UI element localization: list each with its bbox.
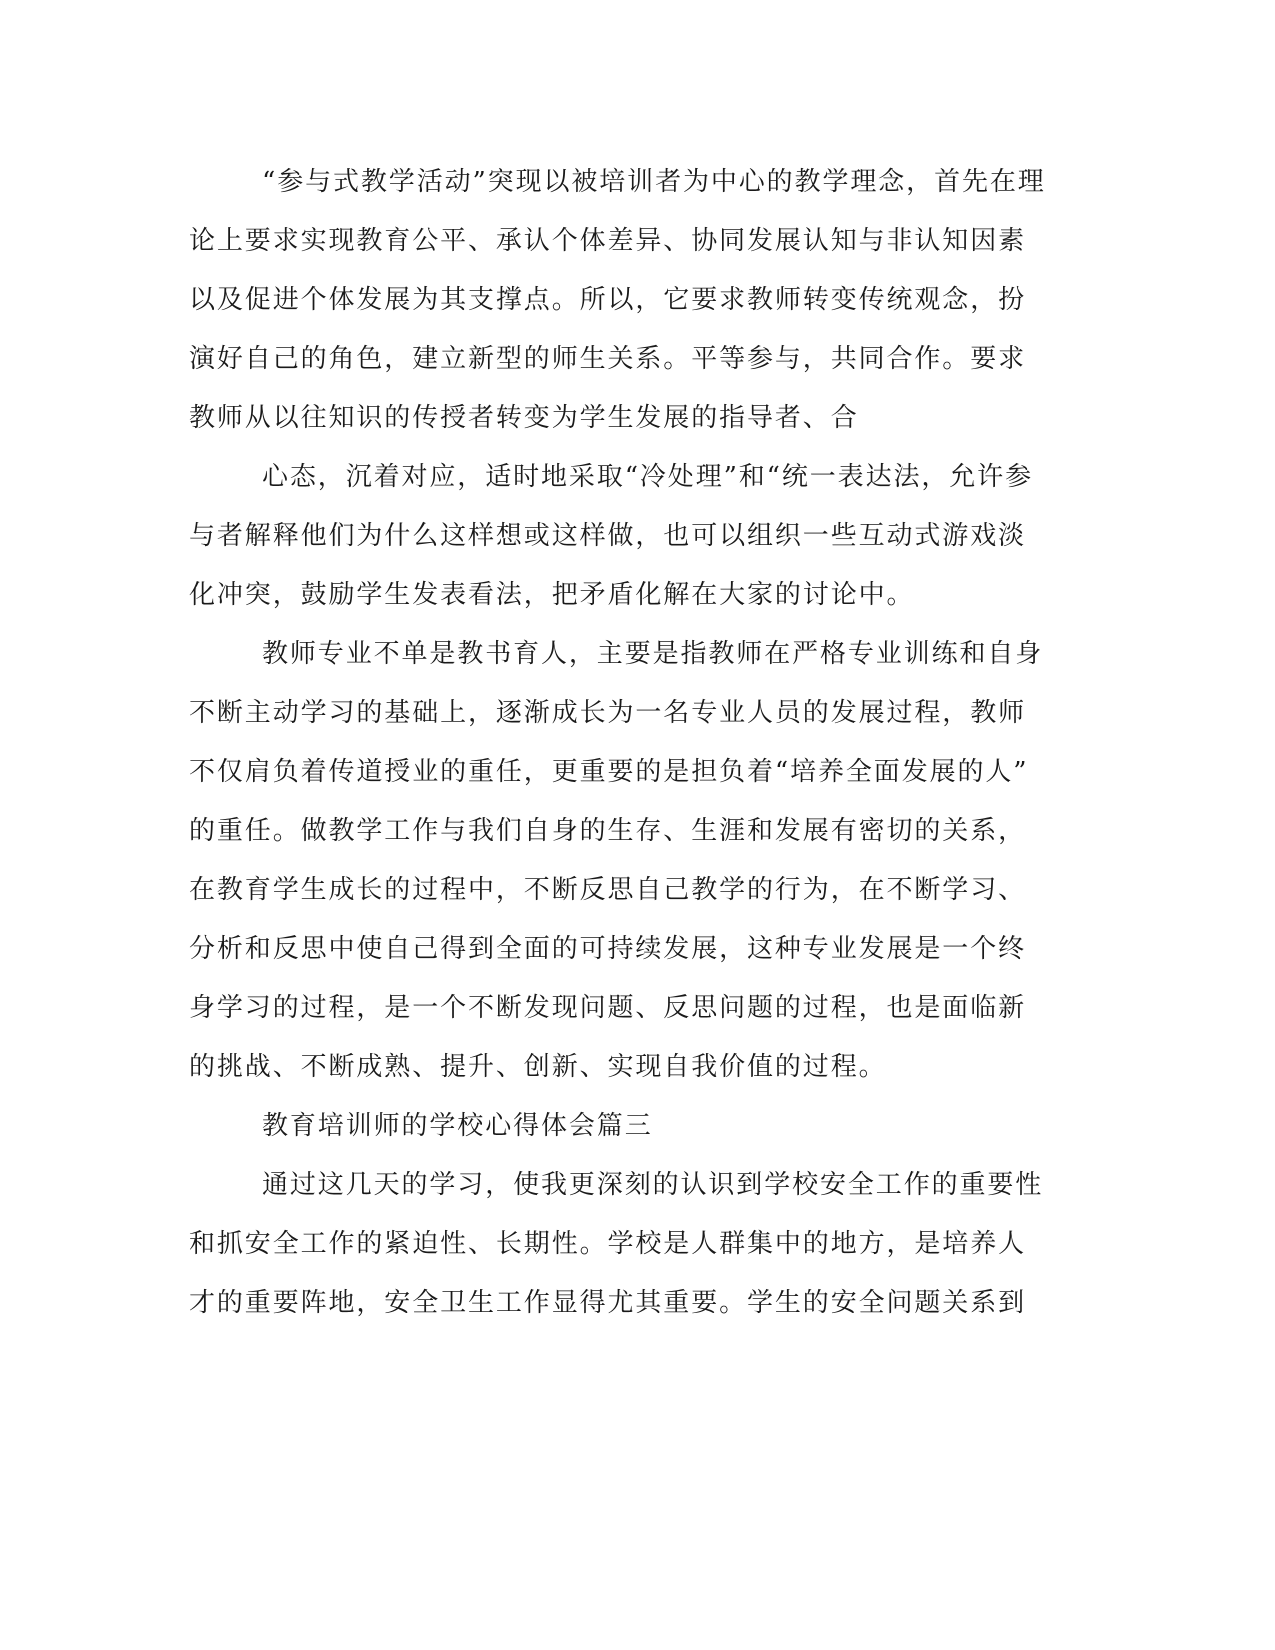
paragraph-3-line-7: 身学习的过程，是一个不断发现问题、反思问题的过程，也是面临新 xyxy=(189,993,1027,1023)
paragraph-3-line-8: 的挑战、不断成熟、提升、创新、实现自我价值的过程。 xyxy=(189,1052,887,1082)
paragraph-1-line-4: 演好自己的角色，建立新型的师生关系。平等参与，共同合作。要求 xyxy=(189,344,1027,374)
paragraph-2-line-2: 与者解释他们为什么这样想或这样做，也可以组织一些互动式游戏淡 xyxy=(189,521,1027,551)
paragraph-1-line-3: 以及促进个体发展为其支撑点。所以，它要求教师转变传统观念，扮 xyxy=(189,285,1027,315)
paragraph-3-line-1: 教师专业不单是教书育人，主要是指教师在严格专业训练和自身 xyxy=(262,639,1044,669)
paragraph-3-line-5: 在教育学生成长的过程中，不断反思自己教学的行为，在不断学习、 xyxy=(189,875,1027,905)
paragraph-3-line-3: 不仅肩负着传道授业的重任，更重要的是担负着“培养全面发展的人” xyxy=(189,757,1029,787)
paragraph-1-line-5: 教师从以往知识的传授者转变为学生发展的指导者、合 xyxy=(189,403,859,433)
paragraph-4-line-3: 才的重要阵地，安全卫生工作显得尤其重要。学生的安全问题关系到 xyxy=(189,1288,1027,1318)
paragraph-4-line-2: 和抓安全工作的紧迫性、长期性。学校是人群集中的地方，是培养人 xyxy=(189,1229,1027,1259)
paragraph-1-line-1: “参与式教学活动”突现以被培训者为中心的教学理念，首先在理 xyxy=(262,167,1046,197)
paragraph-4-line-1: 通过这几天的学习，使我更深刻的认识到学校安全工作的重要性 xyxy=(262,1170,1044,1200)
paragraph-2-line-1: 心态，沉着对应，适时地采取“冷处理”和“统一表达法，允许参 xyxy=(262,462,1033,492)
paragraph-3-line-2: 不断主动学习的基础上，逐渐成长为一名专业人员的发展过程，教师 xyxy=(189,698,1027,728)
section-heading: 教育培训师的学校心得体会篇三 xyxy=(262,1111,653,1141)
paragraph-3-line-6: 分析和反思中使自己得到全面的可持续发展，这种专业发展是一个终 xyxy=(189,934,1027,964)
paragraph-1-line-2: 论上要求实现教育公平、承认个体差异、协同发展认知与非认知因素 xyxy=(189,226,1027,256)
paragraph-2-line-3: 化冲突，鼓励学生发表看法，把矛盾化解在大家的讨论中。 xyxy=(189,580,915,610)
paragraph-3-line-4: 的重任。做教学工作与我们自身的生存、生涯和发展有密切的关系， xyxy=(189,816,1027,846)
